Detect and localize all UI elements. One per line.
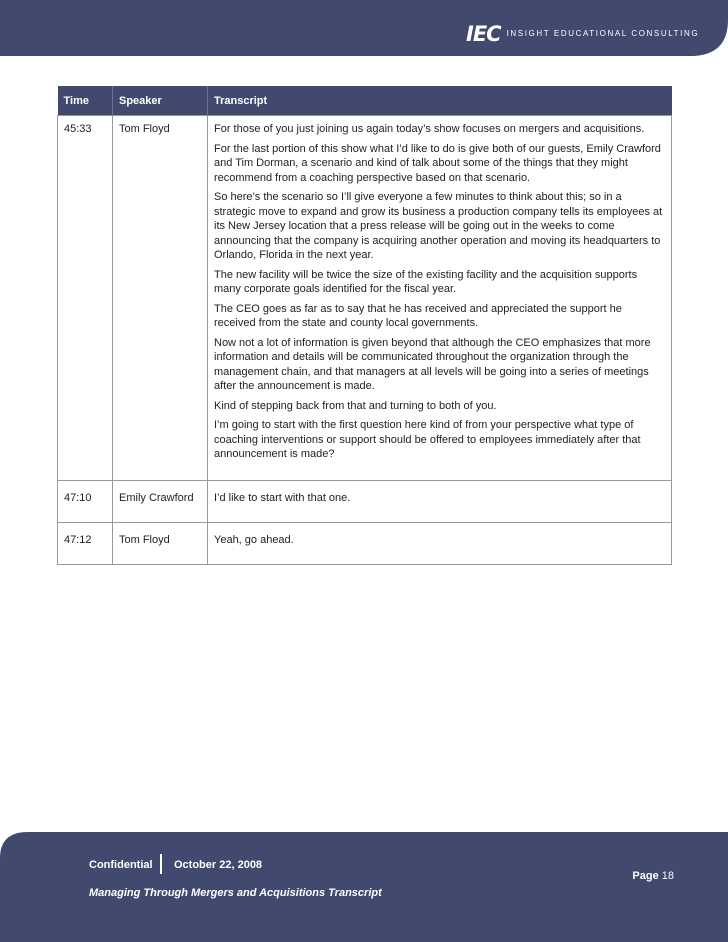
transcript-cell [208,480,672,522]
transcript-paragraph: I’m going to start with the first question here kind of from your perspective what type of coaching interventions or support should be offered to employees immediately after that announcement is made? [214,419,641,460]
time-cell: 47:10 [58,480,113,522]
speaker-cell: Tom Floyd [113,116,208,481]
transcript-paragraph: For the last portion of this show what I’d like to do is give both of our guests, Emily Crawford and Tim Dorman, a scenario and kind of talk about some of the things that they might recommend from a coaching perspective based on that scenario. [214,142,661,184]
transcript-paragraph: So here’s the scenario so I’ll give everyone a few minutes to think about this; so in a strategic move to expand and grow its business a production company tells its employees at its New Jersey location that a press release will be going out in the weeks to come announcing that the company is acquiring another operation and moving its headquarters to Orlando, Florida in the next year. [214,191,663,261]
page-header [0,0,728,57]
company-logo [466,24,699,44]
transcript-table [57,86,672,565]
transcript-cell [208,116,672,481]
logo-mark: IEC [466,22,501,46]
speaker-cell: Tom Floyd [113,522,208,564]
speaker-cell: Emily Crawford [113,480,208,522]
table-row [58,116,672,481]
confidential-label: Confidential [89,859,153,871]
column-header-time: Time [58,86,113,116]
transcript-paragraph: The CEO goes as far as to say that he has received and appreciated the support he received from the state and county local governments. [214,302,622,329]
time-cell: 45:33 [58,116,113,481]
transcript-paragraph: Yeah, go ahead. [214,533,294,546]
transcript-paragraph: The new facility will be twice the size of the existing facility and the acquisition supports many corporate goals identified for the fiscal year. [214,268,638,295]
logo-text: INSIGHT EDUCATIONAL CONSULTING [506,29,700,38]
table-row [58,522,672,564]
page-number [632,870,674,882]
column-header-transcript: Transcript [208,86,672,116]
page-label: Page [632,870,659,882]
time-cell: 47:12 [58,522,113,564]
footer-date: October 22, 2008 [174,859,263,871]
transcript-paragraph: For those of you just joining us again today’s show focuses on mergers and acquisitions. [214,123,645,135]
page-footer [0,826,728,942]
document-title: Managing Through Mergers and Acquisitions Transcript [89,887,382,899]
page-number-value: 18 [661,870,674,882]
footer-banner [0,826,728,942]
table-header-row [58,86,672,116]
table-row [58,480,672,522]
footer-separator [160,854,162,874]
column-header-speaker: Speaker [113,86,208,116]
transcript-paragraph: Kind of stepping back from that and turning to both of you. [214,399,497,412]
transcript-paragraph: Now not a lot of information is given beyond that although the CEO emphasizes that more information and details will be communicated throughout the organization through the management chain, and that managers at all levels will be going into a series of meetings after the announcement is made. [214,336,651,392]
transcript-cell [208,522,672,564]
transcript-paragraph: I’d like to start with that one. [214,491,351,504]
